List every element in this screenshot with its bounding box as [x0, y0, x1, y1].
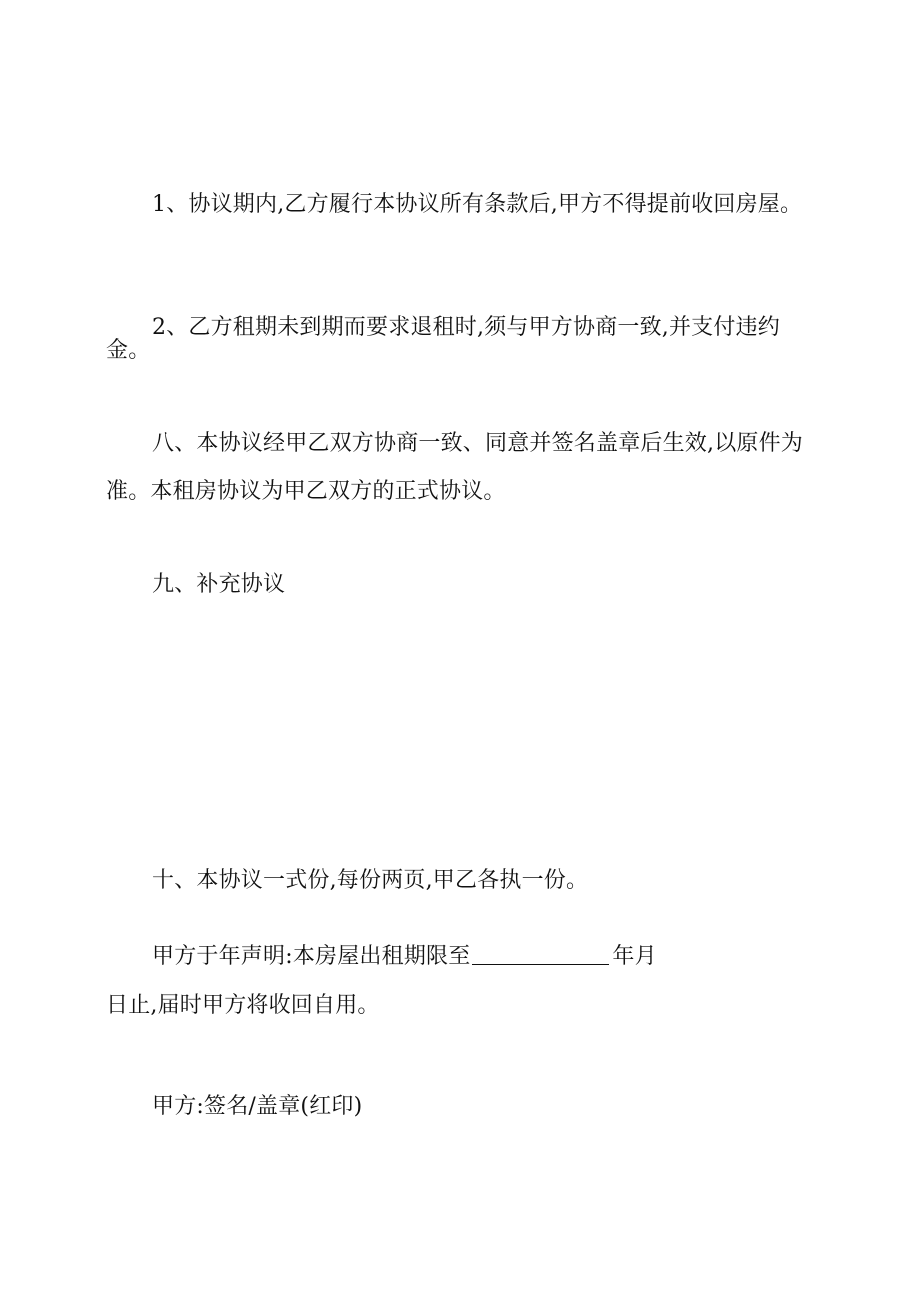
- clause-9-heading: 九、补充协议: [152, 572, 286, 597]
- clause-8-line-1: 八、本协议经甲乙双方协商一致、同意并签名盖章后生效,以原件为: [152, 431, 803, 456]
- declaration-suffix: 年月: [612, 944, 657, 969]
- signature-label: 甲方:签名/盖章(红印): [152, 1094, 363, 1119]
- declaration-line-1: [152, 944, 657, 968]
- clause-2-line-1: 2、乙方租期未到期而要求退租时,须与甲方协商一致,并支付违约: [152, 315, 780, 340]
- clause-2-line-2: 金。: [106, 338, 151, 363]
- clause-1: 1、协议期内,乙方履行本协议所有条款后,甲方不得提前收回房屋。: [152, 192, 803, 217]
- declaration-line-2: 日止,届时甲方将收回自用。: [106, 993, 380, 1018]
- blank-underline: [472, 946, 609, 965]
- declaration-prefix: 甲方于年声明:本房屋出租期限至: [152, 944, 471, 969]
- clause-10: 十、本协议一式份,每份两页,甲乙各执一份。: [152, 868, 589, 893]
- clause-8-line-2: 准。本租房协议为甲乙双方的正式协议。: [106, 479, 506, 504]
